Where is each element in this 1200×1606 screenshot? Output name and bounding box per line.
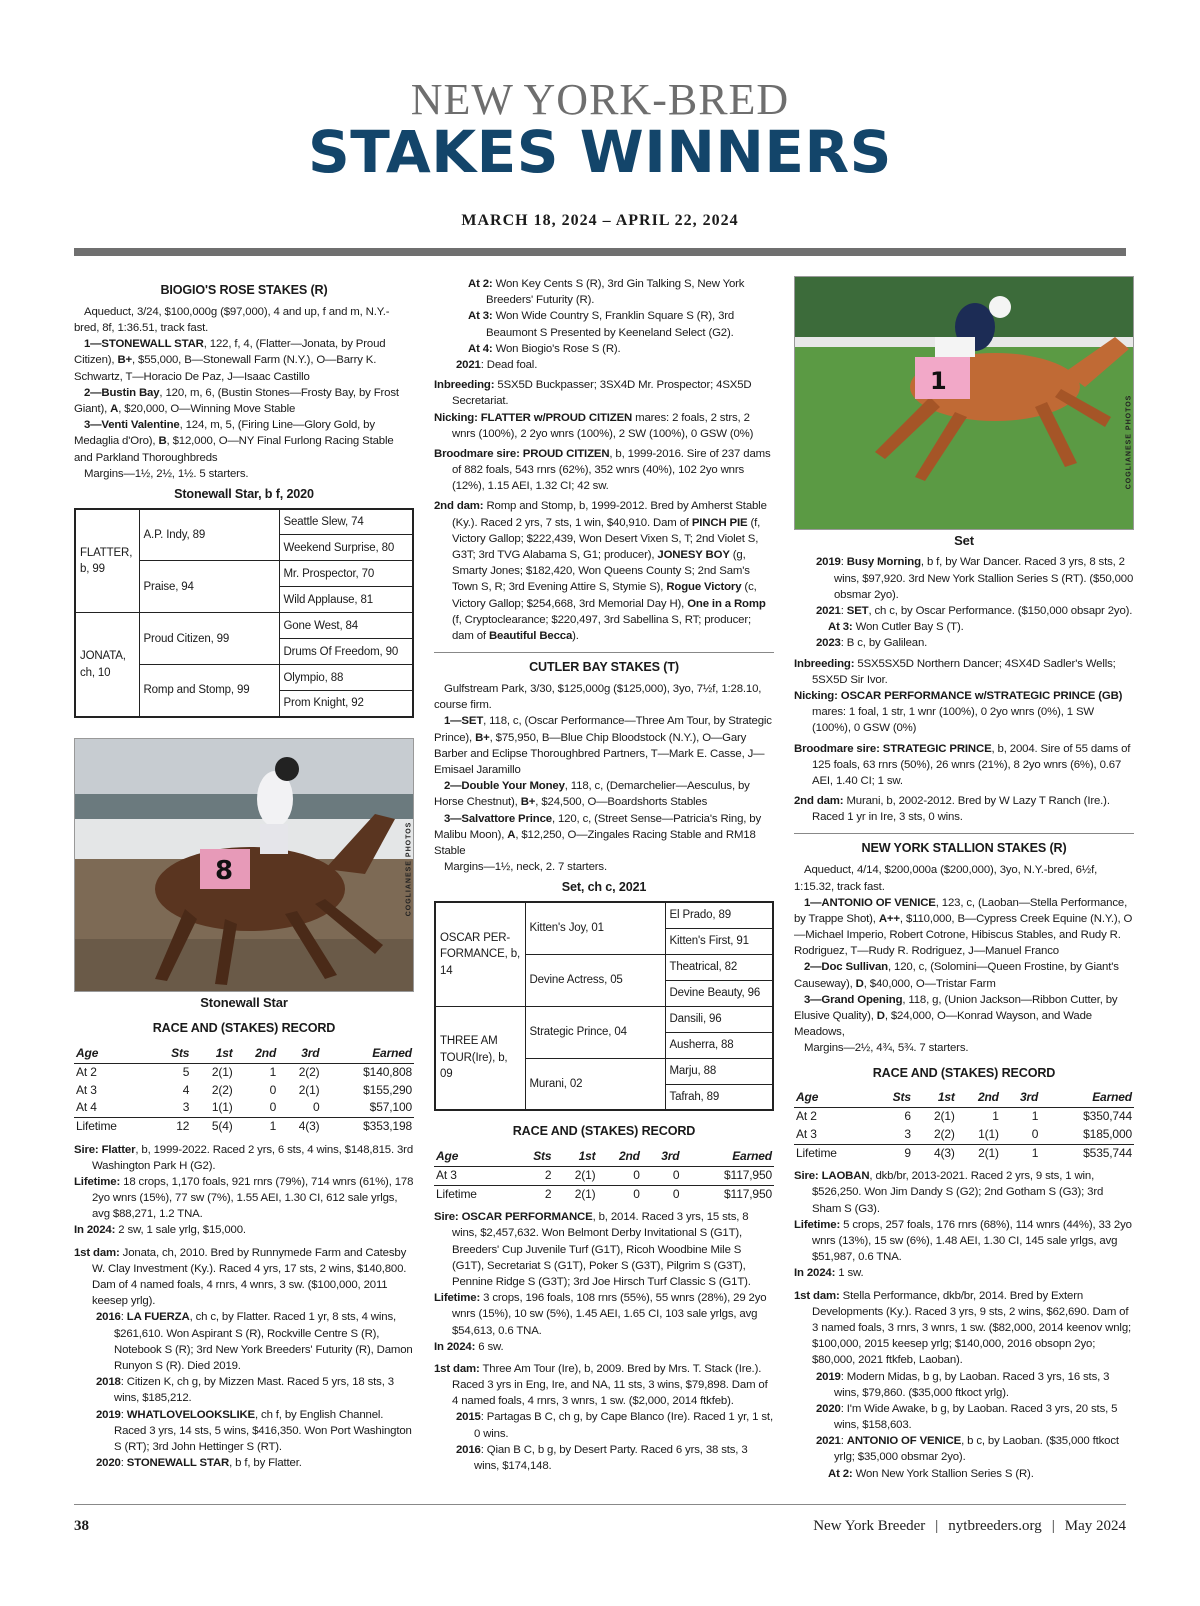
sire-2024: In 2024: 6 sw. (434, 1340, 504, 1353)
record-title: RACE AND (STAKES) RECORD (512, 1124, 696, 1139)
produce-2016: 2016: Qian B C, b g, by Desert Party. Raced 6 yrs, 38 sts, 3 wins, $174,148. (456, 1443, 748, 1473)
ped-dam-dam: Murani, 02 (525, 1058, 665, 1110)
produce-2021: 2021: SET, ch c, by Oscar Performance. ($150,000 obsapr 2yo). (816, 605, 1133, 618)
column-3 (794, 276, 1134, 1482)
record-header: 1st (191, 1044, 234, 1064)
ped-g3: Weekend Surprise, 80 (279, 535, 413, 561)
race-title-ny-stallion: NEW YORK STALLION STAKES (R) (861, 841, 1067, 856)
pedigree-table (74, 508, 414, 718)
sire-info: Sire: OSCAR PERFORMANCE, b, 2014. Raced 3 yrs, 15 sts, 8 wins, $2,457,632. Won Belmont Derby Invitational S (G1T), Breeders' Cup Juvenile Turf (G1T), Ricoh Woodbine Mile S (G1T), Secretariat S (G1T), Poker S (G3T), Pilgrim S (G3T), Pennine Ridge S (G3T); 3rd Joe Hirsch Turf Classic S (G1T). (434, 1211, 751, 1288)
record-header: 3rd (278, 1044, 321, 1064)
race-margins: Margins—2½, 4¾, 5¾. 7 starters. (804, 1042, 969, 1055)
ped-g3: Marju, 88 (665, 1058, 773, 1084)
record-header: Age (434, 1147, 514, 1167)
photo-credit: COGLIANESE PHOTOS (405, 821, 413, 917)
divider (434, 652, 774, 653)
race-second-place: 2—Bustin Bay, 120, m, 6, (Bustin Stones—Frosty Bay, by Frost Giant), A, $20,000, O—Winning Move Stable (74, 386, 399, 415)
race-second-place: 2—Double Your Money, 118, c, (Demarchelier—Aesculus, by Horse Chestnut), B+, $24,500, O—Boardshorts Stables (434, 780, 750, 809)
produce-2020: 2020: I'm Wide Awake, b g, by Laoban. Raced 3 yrs, 20 sts, 5 wins, $158,603. (816, 1402, 1118, 1432)
race-first-place: 1—SET, 118, c, (Oscar Performance—Three Am Tour, by Strategic Prince), B+, $75,950, B—Blue Chip Bloodstock (N.Y.), O—Gary Barber and Eclipse Thoroughbred Partners, T—Mark E. Casse, J—Emisael Jaramillo (434, 715, 772, 776)
ped-g3: Tafrah, 89 (665, 1084, 773, 1110)
table-row: At 2 5 2(1) 1 2(2) $140,808 (76, 1065, 412, 1080)
ped-g3: Devine Beauty, 96 (665, 980, 773, 1006)
sire-lifetime: Lifetime: 18 crops, 1,170 foals, 921 rnrs (79%), 714 wnrs (61%), 178 2yo wnrs (15%), 77 sw (7%), 1.55 AEI, 1.30 CI, 612 sale yrlgs, avg $88,271, 1.2 TNA. (74, 1175, 414, 1221)
race-third-place: 3—Salvattore Prince, 120, c, (Street Sense—Patricia's Ring, by Malibu Moon), A, $12,250, O—Zingales Racing Stable and RM18 Stable (434, 812, 762, 857)
race-margins: Margins—1½, 2½, 1½. 5 starters. (84, 467, 249, 480)
table-row: At 2 6 2(1) 1 1 $350,744 (796, 1109, 1132, 1124)
ped-g3: Mr. Prospector, 70 (279, 561, 413, 587)
produce-2021: 2021: ANTONIO OF VENICE, b c, by Laoban. ($35,000 ftkoct yrlg; $35,000 obsmar 2yo). (816, 1435, 1119, 1464)
table-row-lifetime: Lifetime 9 4(3) 2(1) 1 $535,744 (794, 1144, 1134, 1162)
second-dam: 2nd dam: Romp and Stomp, b, 1999-2012. Bred by Amherst Stable (Ky.). Raced 2 yrs, 7 sts, 1 win, $40,910. Dam of PINCH PIE (f, Victory Gallop; $222,439, Won Desert Vixen S, T; 2nd Violet S, G3T; 3rd TVG Alabama S, G1; producer), JONESY BOY (g, Smarty Jones; $182,420, Won Queens County S; 2nd Sam's Town S, R; 3rd Evening Attire S, Stymie S), Rogue Victory (c, Victory Gallop; $254,668, 3rd Memorial Day H), One in a Romp (f, Cryptoclearance; $220,497, 3rd Sabellina S, RT; producer; dam of Beautiful Becca). (434, 500, 767, 642)
inbreeding: Inbreeding: 5SX5D Buckpasser; 3SX4D Mr. Prospector; 4SX5D Secretariat. (434, 379, 752, 408)
footer-rule (74, 1504, 1126, 1505)
table-row-lifetime: Lifetime 2 2(1) 0 0 $117,950 (434, 1185, 774, 1203)
footer-publication (813, 1516, 1126, 1537)
race-title-biogios-rose: BIOGIO'S ROSE STAKES (R) (160, 283, 328, 297)
produce-2018: 2018: Citizen K, ch g, by Mizzen Mast. Raced 5 yrs, 18 sts, 3 wins, $185,212. (96, 1376, 394, 1405)
table-row: At 3 3 2(2) 1(1) 0 $185,000 (796, 1127, 1132, 1142)
sire-lifetime: Lifetime: 3 crops, 196 foals, 108 rnrs (55%), 55 wnrs (28%), 29 2yo wnrs (15%), 10 sw (5%), 1.45 AEI, 1.65 CI, 103 sale yrlgs, avg $54,613, 0.6 TNA. (434, 1292, 767, 1337)
nicking: Nicking: OSCAR PERFORMANCE w/STRATEGIC PRINCE (GB) mares: 1 foal, 1 str, 1 wnr (100%), 0 2yo wnrs (0%), 1 SW (100%), 0 GSW (0%) (794, 689, 1123, 735)
photo-credit: COGLIANESE PHOTOS (1125, 394, 1133, 490)
record-header: Sts (873, 1088, 912, 1108)
race-info: Aqueduct, 3/24, $100,000g ($97,000), 4 and up, f and m, N.Y.-bred, 8f, 1:36.51, track fast. (74, 305, 390, 335)
sire-info: Sire: Flatter, b, 1999-2022. Raced 2 yrs, 6 sts, 4 wins, $148,815. 3rd Washington Park H (G2). (74, 1143, 414, 1172)
produce-at2: At 2: Won New York Stallion Series S (R). (828, 1467, 1034, 1480)
photo-caption: Set (954, 533, 974, 548)
ped-g3: Drums Of Freedom, 90 (279, 639, 413, 665)
ped-sire-dam: Praise, 94 (139, 561, 279, 613)
produce-2016: 2016: LA FUERZA, ch c, by Flatter. Raced 1 yr, 8 sts, 4 wins, $261,610. Won Aspirant S (R), Rockville Centre S (R), Notebook S (R); 3rd New York Breeders' Futurity (R), Damon Runyon S (R). Died 2019. (96, 1311, 413, 1372)
inbreeding: Inbreeding: 5SX5SX5D Northern Dancer; 4SX4D Sadler's Wells; 5SX5D Sir Ivor. (794, 657, 1116, 686)
record-header: 3rd (642, 1147, 682, 1167)
ped-sire-dam: Devine Actress, 05 (525, 954, 665, 1006)
produce-2015: 2015: Partagas B C, ch g, by Cape Blanco (Ire). Raced 1 yr, 1 st, 0 wins. (456, 1411, 773, 1440)
publication-name: New York Breeder (813, 1518, 926, 1534)
ped-dam-sire: Strategic Prince, 04 (525, 1006, 665, 1058)
ped-sire-sire: Kitten's Joy, 01 (525, 902, 665, 954)
footer-separator: | (1051, 1518, 1055, 1534)
sire-2024: In 2024: 1 sw. (794, 1267, 864, 1280)
race-record-table (434, 1147, 774, 1203)
ped-sire-sire: A.P. Indy, 89 (139, 509, 279, 561)
produce-2021: 2021: Dead foal. (456, 358, 538, 371)
record-title: RACE AND (STAKES) RECORD (152, 1021, 336, 1036)
race-record-table (74, 1044, 414, 1135)
ped-g3: Prom Knight, 92 (279, 691, 413, 717)
produce-2023: 2023: B c, by Galilean. (816, 637, 928, 650)
photo-caption: Stonewall Star (200, 994, 288, 1010)
race-title-cutler-bay: CUTLER BAY STAKES (T) (529, 660, 679, 675)
ped-g3: Theatrical, 82 (665, 954, 773, 980)
sire-info: Sire: LAOBAN, dkb/br, 2013-2021. Raced 2 yrs, 9 sts, 1 win, $526,250. Won Jim Dandy S (G2); 2nd Gotham S (G3); 3rd Sham S (G3). (794, 1170, 1104, 1215)
produce-2019: 2019: Busy Morning, b f, by War Dancer. Raced 3 yrs, 8 sts, 2 wins, $97,920. 3rd New York Stallion Series S (RT). ($50,000 obsmar 2yo). (816, 556, 1134, 601)
record-header: Earned (321, 1044, 414, 1064)
publication-site: nytbreeders.org (948, 1518, 1042, 1534)
record-header: 1st (553, 1147, 597, 1167)
ped-dam: THREE AM TOUR(Ire), b, 09 (435, 1006, 525, 1110)
nicking: Nicking: FLATTER w/PROUD CITIZEN mares: 2 foals, 2 strs, 2 wnrs (100%), 2 2yo wnrs (100%), 2 SW (100%), 0 GSW (0%) (434, 411, 754, 440)
record-header: 3rd (1001, 1088, 1040, 1108)
ped-dam-dam: Romp and Stomp, 99 (139, 665, 279, 717)
race-first-place: 1—STONEWALL STAR, 122, f, 4, (Flatter—Jonata, by Proud Citizen), B+, $55,000, B—Stonewall Farm (N.Y.), O—Barry K. Schwartz, T—Horacio De Paz, J—Isaac Castillo (74, 338, 386, 383)
broodmare-sire: Broodmare sire: PROUD CITIZEN, b, 1999-2016. Sire of 237 dams of 882 foals, 543 rnrs (62%), 352 wnrs (40%), 102 2yo wnrs (12%), 1.15 AEI, 1.32 CI; 42 sw. (434, 447, 771, 493)
footer-separator: | (935, 1518, 939, 1534)
pedigree-title: Stonewall Star, b f, 2020 (174, 486, 314, 501)
record-header: 1st (913, 1088, 957, 1108)
ped-dam-sire: Proud Citizen, 99 (139, 613, 279, 665)
sire-2024: In 2024: 2 sw, 1 sale yrlg, $15,000. (74, 1224, 246, 1237)
produce-at3: At 3: Won Cutler Bay S (T). (828, 621, 964, 634)
ped-g3: Wild Applause, 81 (279, 587, 413, 613)
ped-g3: Dansili, 96 (665, 1006, 773, 1032)
record-header: Age (794, 1088, 873, 1108)
page-number: 38 (74, 1518, 89, 1534)
first-dam: 1st dam: Stella Performance, dkb/br, 2014. Bred by Extern Developments (Ky.). Raced 3 yrs, 9 sts, 2 wins, $62,690. Dam of 3 named foals, 3 rnrs, 3 wnrs, 1 sw. ($82,000, 2014 keenov wnlg; $100,000, 2015 keesep yrlg; $140,000, 2016 obsopn 2yo; $80,000, 2021 ftkfeb, Laoban). (794, 1289, 1132, 1367)
ped-g3: Gone West, 84 (279, 613, 413, 639)
record-title: RACE AND (STAKES) RECORD (872, 1065, 1056, 1080)
svg-text:1: 1 (930, 367, 947, 395)
pedigree-table (434, 901, 774, 1111)
record-header: Earned (1040, 1088, 1134, 1108)
race-margins: Margins—1½, neck, 2. 7 starters. (444, 861, 607, 874)
table-row: At 3 4 2(2) 0 2(1) $155,290 (76, 1082, 412, 1097)
page-title: STAKES WINNERS (308, 118, 892, 186)
ped-g3: Kitten's First, 91 (665, 928, 773, 954)
produce-at4: At 4: Won Biogio's Rose S (R). (468, 342, 621, 355)
racing-photo-illustration (75, 739, 414, 992)
svg-text:8: 8 (215, 855, 233, 886)
column-2 (434, 276, 774, 1474)
produce-2019: 2019: Modern Midas, b g, by Laoban. Raced 3 yrs, 16 sts, 3 wins, $79,860. ($35,000 ftkoct yrlg). (816, 1370, 1110, 1399)
header-rule (74, 248, 1126, 256)
column-1 (74, 276, 414, 1471)
ped-g3: Ausherra, 88 (665, 1032, 773, 1058)
record-header: 2nd (598, 1147, 642, 1167)
second-dam: 2nd dam: Murani, b, 2002-2012. Bred by W Lazy T Ranch (Ire.). Raced 1 yr in Ire, 3 sts, 0 wins. (794, 795, 1110, 824)
first-dam: 1st dam: Three Am Tour (Ire), b, 2009. Bred by Mrs. T. Stack (Ire.). Raced 3 yrs in Eng, Ire, and NA, 11 sts, 3 wins, $79,898. Dam of 4 named foals, 4 rnrs, 3 wnrs, 1 sw. ($2,000, 2014 ftkfeb). (434, 1362, 768, 1408)
divider (794, 833, 1134, 834)
photo-stonewall-star (74, 738, 414, 992)
ped-dam: JONATA, ch, 10 (75, 613, 139, 717)
table-row-lifetime: Lifetime 12 5(4) 1 4(3) $353,198 (74, 1117, 414, 1135)
produce-at2: At 2: Won Key Cents S (R), 3rd Gin Talking S, New York Breeders' Futurity (R). (468, 278, 745, 307)
record-header: 2nd (235, 1044, 279, 1064)
ped-g3: El Prado, 89 (665, 902, 773, 928)
race-info: Gulfstream Park, 3/30, $125,000g ($125,000), 3yo, 7½f, 1:28.10, course firm. (434, 683, 762, 712)
race-third-place: 3—Venti Valentine, 124, m, 5, (Firing Line—Glory Gold, by Medaglia d'Oro), B, $12,000, O—NY Final Furlong Racing Stable and Parkland Thoroughbreds (74, 419, 394, 464)
race-record-table (794, 1088, 1134, 1162)
ped-sire: FLATTER, b, 99 (75, 509, 139, 613)
first-dam: 1st dam: Jonata, ch, 2010. Bred by Runnymede Farm and Catesby W. Clay Investment (Ky.). Raced 4 yrs, 17 sts, 2 wins, $140,800. Dam of 4 named foals, 4 rnrs, 4 wnrs, 3 sw. ($100,000, 2011 keesep yrlg). (74, 1246, 407, 1308)
race-info: Aqueduct, 4/14, $200,000a ($200,000), 3yo, N.Y.-bred, 6½f, 1:15.32, track fast. (794, 864, 1098, 893)
produce-2019: 2019: WHATLOVELOOKSLIKE, ch f, by English Channel. Raced 3 yrs, 14 sts, 5 wins, $416,350. Won Port Washington S (RT); 3rd John Hettinger S (RT). (96, 1408, 412, 1453)
record-header: Age (74, 1044, 152, 1064)
racing-photo-illustration (795, 277, 1134, 530)
record-header: Sts (514, 1147, 554, 1167)
date-range: MARCH 18, 2024 – APRIL 22, 2024 (461, 212, 739, 229)
table-row: At 3 2 2(1) 0 0 $117,950 (436, 1168, 772, 1183)
ped-g3: Olympio, 88 (279, 665, 413, 691)
issue-date: May 2024 (1064, 1518, 1126, 1534)
table-row: At 4 3 1(1) 0 0 $57,100 (76, 1100, 412, 1115)
section-kicker: NEW YORK-BRED (410, 75, 790, 124)
race-second-place: 2—Doc Sullivan, 120, c, (Solomini—Queen Frostine, by Giant's Causeway), D, $40,000, O—Tristar Farm (794, 961, 1119, 990)
ped-g3: Seattle Slew, 74 (279, 509, 413, 535)
broodmare-sire: Broodmare sire: STRATEGIC PRINCE, b, 2004. Sire of 55 dams of 125 foals, 63 rnrs (50%), 26 wnrs (21%), 8 2yo wnrs (6%), 0.67 AEI, 1.40 CI; 1 sw. (794, 742, 1131, 787)
sire-lifetime: Lifetime: 5 crops, 257 foals, 176 rnrs (68%), 114 wnrs (44%), 33 2yo wnrs (13%), 15 sw (6%), 1.48 AEI, 1.30 CI, 145 sale yrlgs, avg $51,987, 0.6 TNA. (794, 1218, 1132, 1264)
ped-sire: OSCAR PER-FORMANCE, b, 14 (435, 902, 525, 1006)
record-header: Sts (152, 1044, 191, 1064)
produce-at3: At 3: Won Wide Country S, Franklin Square S (R), 3rd Beaumont S Presented by Keeneland Select (G2). (468, 310, 735, 339)
record-header: Earned (681, 1147, 774, 1167)
race-first-place: 1—ANTONIO OF VENICE, 123, c, (Laoban—Stella Performance, by Trappe Shot), A++, $110,000, B—Cypress Creek Equine (N.Y.), O—Michael Imperio, Robert Cotrone, Hibiscus Stables, and Rudy R. Rodriguez, T—Rudy R. Rodriguez, J—Manuel Franco (794, 896, 1133, 958)
produce-2020: 2020: STONEWALL STAR, b f, by Flatter. (96, 1457, 302, 1470)
record-header: 2nd (957, 1088, 1001, 1108)
pedigree-title: Set, ch c, 2021 (561, 880, 647, 895)
race-third-place: 3—Grand Opening, 118, g, (Union Jackson—Ribbon Cutter, by Elusive Quality), D, $24,000, O—Konrad Wayson, and Wade Meadows, (794, 993, 1118, 1039)
photo-set (794, 276, 1134, 530)
